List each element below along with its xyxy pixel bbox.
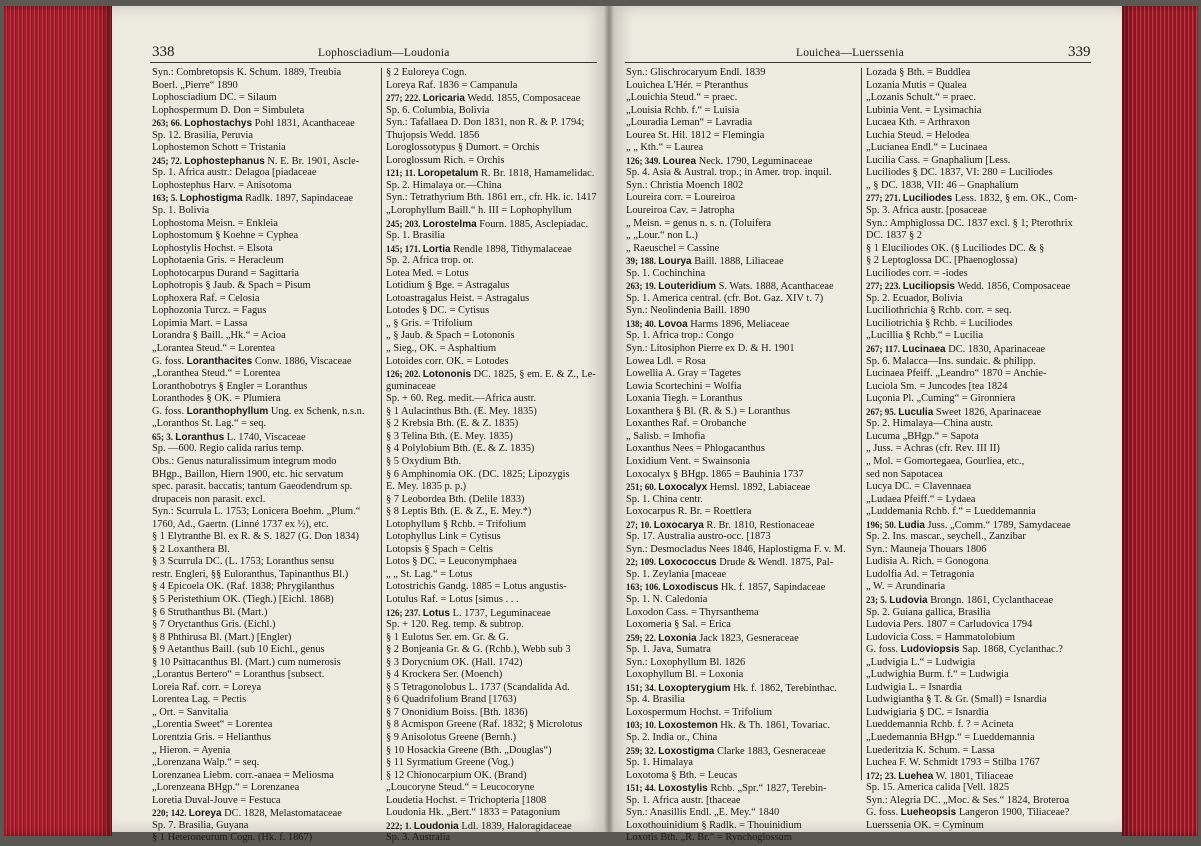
dictionary-line: Sp. 6. Columbia, Bolivia <box>386 104 490 116</box>
column-divider-right <box>861 68 862 780</box>
dictionary-line: Loxanthera § Bl. (R. & S.) = Loranthus <box>626 405 791 417</box>
dictionary-line: Loxanthes Raf. = Orobanche <box>626 418 747 430</box>
dictionary-line: Syn.: Desmocladus Nees 1846, Haplostigma F. v. M. <box>626 543 846 555</box>
dictionary-line: Sp. 3. Africa austr. [posaceae <box>866 205 987 217</box>
dictionary-line: Lopimia Mart. = Lassa <box>152 317 248 329</box>
dictionary-line: „Lorantea Steud.“ = Lorentea <box>152 343 275 355</box>
dictionary-line: Syn.: Amphiglossa DC. 1837 excl. § 1; Pterothrix <box>866 217 1073 229</box>
dictionary-line: Sp. 6. Malacca—Ins. sundaic. & philipp. <box>866 355 1036 367</box>
dictionary-line: 245; 203. Lorostelma Fourn. 1885, Asclepiadac. <box>386 218 589 230</box>
dictionary-line: 138; 40. Lovoa Harms 1896, Meliaceae <box>626 318 790 330</box>
dictionary-line: Ludovia Pers. 1807 = Carludovica 1794 <box>866 619 1033 631</box>
dictionary-line: Ludwigiantha § T. & Gr. (Small) = Isnardia <box>866 694 1047 706</box>
dictionary-line: „ Raeuschel = Cassine <box>626 242 720 254</box>
dictionary-line: Sp. 1. America central. (cfr. Bot. Gaz. XIV t. 7) <box>626 292 824 304</box>
dictionary-line: Ludwigia L. = Isnardia <box>866 681 962 693</box>
dictionary-line: G. foss. Lueheopsis Langeron 1900, Tiliaceae? <box>866 807 1070 819</box>
dictionary-line: Syn.: Glischrocaryum Endl. 1839 <box>626 67 766 78</box>
dictionary-line: 23; 5. Ludovia Brongn. 1861, Cyclanthaceae <box>866 594 1054 606</box>
dictionary-line: Luchea F. W. Schmidt 1793 = Stilba 1767 <box>866 757 1040 769</box>
dictionary-line: Lophotocarpus Durand = Sagittaria <box>152 267 299 279</box>
dictionary-line: Lubinia Vent. = Lysimachia <box>866 104 982 116</box>
dictionary-line: guminaceae <box>386 380 436 392</box>
dictionary-line: Sp. 12. Brasilia, Peruvia <box>152 129 254 141</box>
header-rule-right <box>625 62 1091 63</box>
dictionary-line: „ Salisb. = Imhofia <box>626 430 706 442</box>
dictionary-line: Syn.: Combretopsis K. Schum. 1889, Treubia <box>152 67 342 78</box>
dictionary-line: „Luddemania Rchb. f.“ = Lueddemannia <box>866 506 1036 518</box>
running-head-right: Louichea—Luerssenia <box>796 47 904 59</box>
dictionary-line: Sp. 1. Africa austr.: Delagoa [piadaceae <box>152 167 317 179</box>
dictionary-line: „Lorophyllum Baill.“ h. III = Lophophyllum <box>386 205 572 217</box>
dictionary-line: Luederitzia K. Schum. = Lassa <box>866 744 995 756</box>
dictionary-line: § 2 Loxanthera Bl. <box>152 543 230 555</box>
left-page-stack-edge <box>4 6 112 836</box>
dictionary-line: Sp. 1. Zeylania [maceae <box>626 568 727 580</box>
dictionary-line: Loxocarpus R. Br. = Roettlera <box>626 506 752 518</box>
dictionary-line: Sp. 1. China centr. <box>626 493 703 505</box>
dictionary-line: Loreia Raf. corr. = Loreya <box>152 681 262 693</box>
dictionary-line: Lotea Med. = Lotus <box>386 267 469 279</box>
dictionary-line: „Louradia Leman“ = Lavradia <box>626 117 753 129</box>
dictionary-line: 163; 106. Loxodiscus Hk. f. 1857, Sapindaceae <box>626 582 826 594</box>
dictionary-line: Luerssenia OK. = Cyminum <box>866 819 984 831</box>
dictionary-line: Sp. 4. Asia & Austral. trop.; in Amer. trop. inquil. <box>626 167 832 179</box>
dictionary-line: Lueddemannia Rchb. f. ? = Acineta <box>866 719 1014 731</box>
dictionary-line: 65; 3. Loranthus L. 1740, Viscaceae <box>152 431 306 443</box>
dictionary-line: Ludisia A. Rich. = Gonogona <box>866 556 989 568</box>
dictionary-line: „Ludwighia Burm. f.“ = Ludwigia <box>866 669 1009 681</box>
dictionary-line: Syn.: Alegria DC. „Moc. & Ses.“ 1824, Broteroa <box>866 794 1070 806</box>
dictionary-line: Sp. 2. Ecuador, Bolivia <box>866 292 963 304</box>
dictionary-line: 145; 171. Lortia Rendle 1898, Tithymalaceae <box>386 243 572 255</box>
dictionary-line: „Lorenzeana BHgp.“ = Lorenzanea <box>152 782 300 794</box>
dictionary-line: § 10 Hosackia Greene (Bth. „Douglas“) <box>386 744 552 756</box>
dictionary-line: „ Mol. = Gomortegaea, Gourliea, etc., <box>866 455 1025 467</box>
dictionary-line: § 2 Euloreya Cogn. <box>386 67 467 78</box>
dictionary-line: Loxophyllum Bl. = Loxonia <box>626 669 744 681</box>
dictionary-line: § 5 Oxydium Bth. <box>386 455 462 467</box>
dictionary-line: 196; 50. Ludia Juss. „Comm.“ 1789, Samydaceae <box>866 519 1071 531</box>
dictionary-line: Lozania Mutis = Qualea <box>866 79 967 91</box>
dictionary-line: 267; 117. Lucinaea DC. 1830, Aparinaceae <box>866 344 1046 356</box>
dictionary-line: Lorandra § Baill. „Hk.“ = Acioa <box>152 330 286 342</box>
dictionary-line: Sp. 15. America calida [Vell. 1825 <box>866 782 1010 794</box>
dictionary-line: Loroglossum Rich. = Orchis <box>386 154 505 166</box>
dictionary-line: Lophosciadium DC. = Silaum <box>152 92 277 104</box>
dictionary-line: Loureiroa Cav. = Jatropha <box>626 205 735 217</box>
dictionary-line: § 2 Bonjeania Gr. & G. (Rchb.), Webb sub 3 <box>386 644 571 656</box>
dictionary-line: Lophostephus Harv. = Anisotoma <box>152 179 292 191</box>
dictionary-line: 1760, Ad., Gaertn. (Linné 1737 ex ½), etc. <box>152 518 329 530</box>
dictionary-line: Ludwigiaria § DC. = Isnardia <box>866 706 989 718</box>
dictionary-line: § 9 Aetanthus Baill. (sub 10 Eichl., genus <box>152 644 325 656</box>
dictionary-line: Lophostomum § Koehne = Cyphea <box>152 230 299 242</box>
dictionary-line: G. foss. Loranthophyllum Ung. ex Schenk, n.s.n. <box>152 405 365 417</box>
dictionary-line: „ „ St. Lag.“ = Lotus <box>386 568 473 580</box>
dictionary-line: „Lozanis Schult.“ = praec. <box>866 92 977 104</box>
dictionary-line: § 1 Eulotus Ser. em. Gr. & G. <box>386 631 509 643</box>
dictionary-line: „ Ort. = Sanvitalia <box>152 706 229 718</box>
dictionary-line: Loxodon Cass. = Thyrsanthema <box>626 606 759 618</box>
dictionary-line: § 4 Epicoela OK. (Raf. 1838; Phrygilanthus <box>152 581 335 593</box>
dictionary-line: Obs.: Genus naturalissimum integrum modo <box>152 455 337 467</box>
dictionary-line: 259; 32. Loxostigma Clarke 1883, Gesneraceae <box>626 745 826 757</box>
dictionary-line: Loroglossotypus § Dumort. = Orchis <box>386 142 540 154</box>
dictionary-line: Lucya DC. = Clavennaea <box>866 481 972 493</box>
dictionary-line: E. Mey. 1835 p. p.) <box>386 481 467 493</box>
dictionary-line: 259; 22. Loxonia Jack 1823, Gesneraceae <box>626 632 799 644</box>
dictionary-line: „Loranthos St. Lag.“ = seq. <box>152 418 267 430</box>
dictionary-line: § 1 Eluciliodes OK. (§ Luciliodes DC. & § <box>866 242 1045 254</box>
dictionary-line: Sp. 1. Africa trop.: Congo <box>626 330 734 342</box>
dictionary-line: Syn.: Mauneja Thouars 1806 <box>866 543 987 555</box>
dictionary-line: Sp. 1. Brasilia <box>386 230 445 242</box>
dictionary-line: Louichea L'Hér. = Pteranthus <box>626 79 748 91</box>
dictionary-line: 267; 95. Luculia Sweet 1826, Aparinaceae <box>866 406 1042 418</box>
dictionary-line: § 7 Oryctanthus Gris. (Eichl.) <box>152 619 276 631</box>
dictionary-line: Ludovicia Coss. = Hammatolobium <box>866 631 1016 643</box>
dictionary-line: BHgp., Baillon, Hiern 1900, etc. hic servatum <box>152 468 344 480</box>
dictionary-line: Loranthobotrys § Engler = Loranthus <box>152 380 308 392</box>
dictionary-line: Lotoastragalus Heist. = Astragalus <box>386 292 530 304</box>
dictionary-line: § 5 Tetragonolobus L. 1737 (Scandalida Ad. <box>386 681 570 693</box>
dictionary-line: § 12 Chionocarpium OK. (Brand) <box>386 769 527 781</box>
dictionary-line: Lotophyllus Link = Cytisus <box>386 531 501 543</box>
dictionary-line: Sp. 1. Africa austr. [thaceae <box>626 794 741 806</box>
dictionary-line: § 2 Krebsia Bth. (E. & Z. 1835) <box>386 418 519 430</box>
dictionary-line: 172; 23. Luehea W. 1801, Tiliaceae <box>866 770 1014 782</box>
dictionary-line: § 3 Scurrula DC. (L. 1753; Loranthus sensu <box>152 556 335 568</box>
dictionary-line: „ Sieg., OK. = Asphaltium <box>386 343 497 355</box>
dictionary-line: Syn.: Anasillis Endl. „E. Mey.“ 1840 <box>626 807 780 819</box>
dictionary-line: Loudonia Hk. „Bert.“ 1833 = Patagonium <box>386 807 561 819</box>
dictionary-line: „Ludvigia L.“ = Ludwigia <box>866 656 976 668</box>
dictionary-line: „Lorentia Sweet“ = Lorentea <box>152 719 273 731</box>
dictionary-line: Lucaea Kth. = Arthraxon <box>866 117 970 129</box>
dictionary-line: Luciola Sm. = Juncodes [tea 1824 <box>866 380 1008 392</box>
dictionary-line: Lophozonia Turcz. = Fagus <box>152 305 267 317</box>
dictionary-line: „Louichia Steud.“ = praec. <box>626 92 738 104</box>
dictionary-line: Ludolfia Ad. = Tetragonia <box>866 568 975 580</box>
dictionary-line: Syn.: Litosiphon Pierre ex D. & H. 1901 <box>626 343 795 355</box>
dictionary-line: 151; 44. Loxostylis Rchb. „Spr.“ 1827, Terebin- <box>626 783 827 795</box>
dictionary-line: Lucilia Cass. = Gnaphalium [Less. <box>866 154 1011 166</box>
dictionary-line: „Ludaea Pfeiff.“ = Lydaea <box>866 493 976 505</box>
dictionary-line: 277; 271. Luciliodes Less. 1832, § em. OK., Com- <box>866 193 1078 205</box>
dictionary-line: Loxanthus Nees = Phlogacanthus <box>626 443 765 455</box>
dictionary-line: § 8 Phthirusa Bl. (Mart.) [Engler) <box>152 631 292 643</box>
dictionary-line: Sp. 2. Africa trop. or. <box>386 255 474 267</box>
dictionary-line: „Louisia Rchb. f.“ = Luisia <box>626 104 740 116</box>
dictionary-line: Loretia Duval-Jouve = Festuca <box>152 794 281 806</box>
dictionary-line: Lotophyllum § Rchb. = Trifolium <box>386 518 527 530</box>
dictionary-line: § 9 Anisolotus Greene (Bernh.) <box>386 731 517 743</box>
dictionary-line: Lophostoma Meisn. = Enkleia <box>152 217 278 229</box>
dictionary-line: Lucuma „BHgp.“ = Sapota <box>866 430 979 442</box>
dictionary-line: Sp. 1. Cochinchina <box>626 267 706 279</box>
dictionary-line: Luçonia Pl. „Cuming“ = Gironniera <box>866 393 1016 405</box>
dictionary-line: Lorenzanea Liebm. corr.-anaea = Meliosma <box>152 769 334 781</box>
dictionary-line: 263; 66. Lophostachys Pohl 1831, Acanthaceae <box>152 118 355 130</box>
dictionary-line: Loxomeria § Sal. = Erica <box>626 619 731 631</box>
dictionary-line: Loxothouinidium § Radlk. = Thouinidium <box>626 819 802 831</box>
dictionary-line: Lophostylis Hochst. = Elsota <box>152 242 273 254</box>
dictionary-line: „ § Gris. = Trifolium <box>386 317 473 329</box>
dictionary-line: „Loucoryne Steud.“ = Leucocoryne <box>386 782 535 794</box>
dictionary-line: Luciliothrichia § Rchb. corr. = seq. <box>866 305 1012 317</box>
book-gutter <box>604 6 614 832</box>
dictionary-line: 126; 237. Lotus L. 1737, Leguminaceae <box>386 607 551 619</box>
dictionary-line: 263; 19. Louteridium S. Wats. 1888, Acanthaceae <box>626 281 834 293</box>
dictionary-line: 39; 188. Lourya Baill. 1888, Liliaceae <box>626 256 784 268</box>
dictionary-line: 251; 60. Loxocalyx Hemsl. 1892, Labiaceae <box>626 482 811 494</box>
dictionary-line: § 4 Polylobium Bth. (E. & Z. 1835) <box>386 443 535 455</box>
dictionary-line: Lowellia A. Gray = Tagetes <box>626 368 741 380</box>
dictionary-line: Loudetia Hochst. = Trichopteria [1808 <box>386 794 547 806</box>
dictionary-line: Syn.: Tetrathyrium Bth. 1861 err., cfr. Hk. ic. 1417 <box>386 192 597 204</box>
dictionary-line: § 6 Quadrifolium Brand [1763) <box>386 694 517 706</box>
page-number-right: 339 <box>1068 44 1091 60</box>
dictionary-line: Sp. —600. Regio calida rarius temp. <box>152 443 304 455</box>
dictionary-line: Lozada § Bth. = Buddlea <box>866 67 971 78</box>
dictionary-line: Syn.: Christia Moench 1802 <box>626 179 744 191</box>
dictionary-line: Lowia Scortechini = Wolfia <box>626 380 742 392</box>
dictionary-line: Loranthodes § OK. = Plumiera <box>152 393 281 405</box>
dictionary-line: 121; 11. Loropetalum R. Br. 1818, Hamamelidac. <box>386 168 595 180</box>
dictionary-line: spec. parasit. baccatis; tantum Gaeodendrum sp. <box>152 481 353 493</box>
dictionary-line: 126; 349. Lourea Neck. 1790, Leguminaceae <box>626 155 813 167</box>
dictionary-line: Lorentzia Gris. = Helianthus <box>152 731 271 743</box>
dictionary-line: sed non Sapotacea <box>866 468 943 480</box>
dictionary-line: Loreya Raf. 1836 = Campanula <box>386 79 518 91</box>
left-page-column-2 <box>386 67 598 844</box>
dictionary-line: Sp. 1. Java, Sumatra <box>626 644 711 656</box>
dictionary-line: Loxotis Bth. „R. Br.“ = Rynchoglossum <box>626 832 792 844</box>
dictionary-line: Sp. 1. N. Caledonia <box>626 593 708 605</box>
dictionary-line: § 6 Amphinomia OK. (DC. 1825; Lipozygis <box>386 468 570 480</box>
dictionary-line: „ W. = Arundinaria <box>866 581 946 593</box>
dictionary-line: Syn.: Tafallaea D. Don 1831, non R. & P. 1794; <box>386 117 585 129</box>
dictionary-line: Luciliodes § DC. 1837, VI: 280 = Luciliodes <box>866 167 1053 179</box>
dictionary-line: Sp. + 120. Reg. temp. & subtrop. <box>386 619 524 631</box>
dictionary-line: Sp. 1. Bolivia <box>152 205 210 217</box>
dictionary-line: „ „ Kth.“ = Laurea <box>626 142 704 154</box>
dictionary-line: § 3 Dorycnium OK. (Hall. 1742) <box>386 656 523 668</box>
dictionary-line: Loxotoma § Bth. = Leucas <box>626 769 738 781</box>
dictionary-line: Lophotropis § Jaub. & Spach = Pisum <box>152 280 311 292</box>
dictionary-line: G. foss. Ludoviopsis Sap. 1868, Cyclanthac.? <box>866 644 1063 656</box>
dictionary-line: Lotopsis § Spach = Celtis <box>386 543 493 555</box>
dictionary-line: § 11 Syrmatium Greene (Vog.) <box>386 757 514 769</box>
right-page-column-2 <box>866 67 1090 831</box>
dictionary-line: Lotostrichis Gandg. 1885 = Lotus angustis- <box>386 581 567 593</box>
dictionary-line: Luciliotrichia § Rchb. = Luciliodes <box>866 317 1013 329</box>
dictionary-line: Sp. 4. Brasilia <box>626 694 685 706</box>
dictionary-line: Lotidium § Bge. = Astragalus <box>386 280 510 292</box>
right-page-stack-edge <box>1122 6 1198 836</box>
dictionary-line: „ Juss. = Achras (cfr. Rev. III II) <box>866 443 1000 455</box>
dictionary-line: „ § Jaub. & Spach = Lotononis <box>386 330 515 342</box>
dictionary-line: Lophospermum D. Don = Simbuleta <box>152 104 305 116</box>
dictionary-line: „ Meisn. = genus n. s. n. (Toluifera <box>626 217 772 229</box>
dictionary-line: „Lucillia § Rchb.“ = Lucilia <box>866 330 983 342</box>
dictionary-line: Lotodes § DC. = Cytisus <box>386 305 490 317</box>
dictionary-line: Luciliodes corr. = -iodes <box>866 267 968 279</box>
dictionary-line: Lotos § DC. = Leuconymphaea <box>386 556 517 568</box>
dictionary-line: 126; 202. Lotononis DC. 1825, § em. E. & Z., Le- <box>386 369 596 381</box>
dictionary-line: § 1 Elytranthe Bl. ex R. & S. 1827 (G. Don 1834) <box>152 531 359 543</box>
header-rule-left <box>150 62 597 63</box>
dictionary-line: „Lorantus Bertero“ = Loranthus [subsect. <box>152 669 325 681</box>
dictionary-line: Syn.: Loxophyllum Bl. 1826 <box>626 656 746 668</box>
dictionary-line: „Loranthea Steud.“ = Lorentea <box>152 368 281 380</box>
dictionary-line: Lophoxera Raf. = Celosia <box>152 292 260 304</box>
dictionary-line: 220; 142. Loreya DC. 1828, Melastomataceae <box>152 808 342 820</box>
dictionary-line: Loxidium Vent. = Swainsonia <box>626 455 751 467</box>
right-page-column-1 <box>626 67 858 844</box>
dictionary-line: Sp. 3. Australia <box>386 832 451 844</box>
dictionary-line: Lowea Ldl. = Rosa <box>626 355 706 367</box>
dictionary-line: 222; 1. Loudonia Ldl. 1839, Haloragidaceae <box>386 820 572 832</box>
dictionary-line: Sp. 2. Himalaya or.—China <box>386 179 502 191</box>
dictionary-line: restr. Engleri, §§ Euloranthus, Tapinanthus Bl.) <box>152 568 349 580</box>
left-page-column-1 <box>152 67 380 844</box>
dictionary-line: Loxospermum Hochst. = Trifolium <box>626 706 773 718</box>
dictionary-line: „Luedemannia BHgp.“ = Lueddemannia <box>866 731 1035 743</box>
dictionary-line: § 4 Krockera Ser. (Moench) <box>386 669 503 681</box>
dictionary-line: Thujopsis Wedd. 1856 <box>386 129 480 141</box>
dictionary-line: § 8 Acmispon Greene (Raf. 1832; § Microlotus <box>386 719 583 731</box>
dictionary-line: Sp. 2. Ins. mascar., seychell., Zanzibar <box>866 531 1026 543</box>
dictionary-line: § 5 Peristethium OK. (Tiegh.) [Eichl. 1868) <box>152 593 334 605</box>
dictionary-line: § 7 Ononidium Boiss. [Bth. 1836) <box>386 706 528 718</box>
dictionary-line: drupaceis non parasit. excl. <box>152 493 266 505</box>
dictionary-line: § 8 Leptis Bth. (E. & Z., E. Mey.*) <box>386 506 532 518</box>
dictionary-line: Sp. 7. Brasilia, Guyana <box>152 819 249 831</box>
dictionary-line: § 10 Psittacanthus Bl. (Mart.) cum numerosis <box>152 656 341 668</box>
dictionary-line: § 6 Struthanthus Bl. (Mart.) <box>152 606 268 618</box>
column-divider-left <box>381 68 382 780</box>
dictionary-line: 22; 109. Loxococcus Drude & Wendl. 1875, Pal- <box>626 557 834 569</box>
dictionary-line: 27; 10. Loxocarya R. Br. 1810, Restionaceae <box>626 519 815 531</box>
dictionary-line: Syn.: Scurrula L. 1753; Lonicera Boehm. „Plum.“ <box>152 506 361 518</box>
dictionary-line: Syn.: Neolindenia Baill. 1890 <box>626 305 750 317</box>
dictionary-line: Loureira corr. = Loureiroa <box>626 192 736 204</box>
dictionary-line: Lophotaenia Gris. = Heracleum <box>152 255 284 267</box>
dictionary-line: „Lucianea Endl.“ = Lucinaea <box>866 142 988 154</box>
dictionary-line: DC. 1837 § 2 <box>866 230 922 242</box>
dictionary-line: G. foss. Loranthacites Conw. 1886, Viscaceae <box>152 355 352 367</box>
dictionary-line: Lorentea Lag. = Pectis <box>152 694 247 706</box>
dictionary-line: „ § DC. 1838, VII: 46 – Gnaphalium <box>866 179 1019 191</box>
dictionary-line: § 1 Aulacinthus Bth. (E. Mey. 1835) <box>386 405 537 417</box>
dictionary-line: Sp. + 60. Reg. medit.—Africa austr. <box>386 393 537 405</box>
dictionary-line: § 2 Leptoglossa DC. [Phaenoglossa) <box>866 255 1018 267</box>
dictionary-line: § 1 Heteroneurum Cogn. (Hk. f. 1867) <box>152 832 313 844</box>
dictionary-line: § 3 Telina Bth. (E. Mey. 1835) <box>386 430 513 442</box>
dictionary-line: Lophostemon Schott = Tristania <box>152 142 286 154</box>
dictionary-line: Lotulus Raf. = Lotus [simus . . . <box>386 593 519 605</box>
dictionary-line: 151; 34. Loxopterygium Hk. f. 1862, Terebinthac. <box>626 682 837 694</box>
dictionary-line: Lotoides corr. OK. = Lotodes <box>386 355 509 367</box>
dictionary-line: § 7 Leobordea Bth. (Delile 1833) <box>386 493 525 505</box>
dictionary-line: 245; 72. Lophostephanus N. E. Br. 1901, Ascle- <box>152 155 360 167</box>
dictionary-line: Sp. 2. India or., China <box>626 731 718 743</box>
dictionary-line: 163; 5. Lophostigma Radlk. 1897, Sapindaceae <box>152 193 354 205</box>
dictionary-line: Sp. 2. Himalaya—China austr. <box>866 418 993 430</box>
dictionary-line: 103; 10. Loxostemon Hk. & Th. 1861, Tovariac. <box>626 720 831 732</box>
dictionary-line: 277; 223. Luciliopsis Wedd. 1856, Composaceae <box>866 281 1071 293</box>
dictionary-line: 277; 222. Loricaria Wedd. 1855, Composaceae <box>386 93 581 105</box>
dictionary-line: Loxocalyx § BHgp. 1865 = Bauhinia 1737 <box>626 468 804 480</box>
dictionary-line: Boerl. „Pierre“ 1890 <box>152 79 238 91</box>
dictionary-line: Loxania Tiegh. = Loranthus <box>626 393 743 405</box>
dictionary-line: „ Hieron. = Ayenia <box>152 744 231 756</box>
dictionary-line: „Lorenzana Walp.“ = seq. <box>152 757 260 769</box>
page-number-left: 338 <box>152 44 175 60</box>
dictionary-line: Sp. 1. Himalaya <box>626 757 693 769</box>
running-head-left: Lophosciadium—Loudonia <box>318 47 450 59</box>
dictionary-line: Luchia Steud. = Helodea <box>866 129 970 141</box>
dictionary-line: Sp. 17. Australia austro-occ. [1873 <box>626 531 771 543</box>
dictionary-line: Lucinaea Pfeiff. „Leandro“ 1870 = Anchie- <box>866 368 1047 380</box>
dictionary-line: „ „Lour.“ non L.) <box>626 230 698 242</box>
dictionary-line: Sp. 2. Guiana gallica, Brasilia <box>866 606 991 618</box>
dictionary-line: Lourea St. Hil. 1812 = Flemingia <box>626 129 765 141</box>
